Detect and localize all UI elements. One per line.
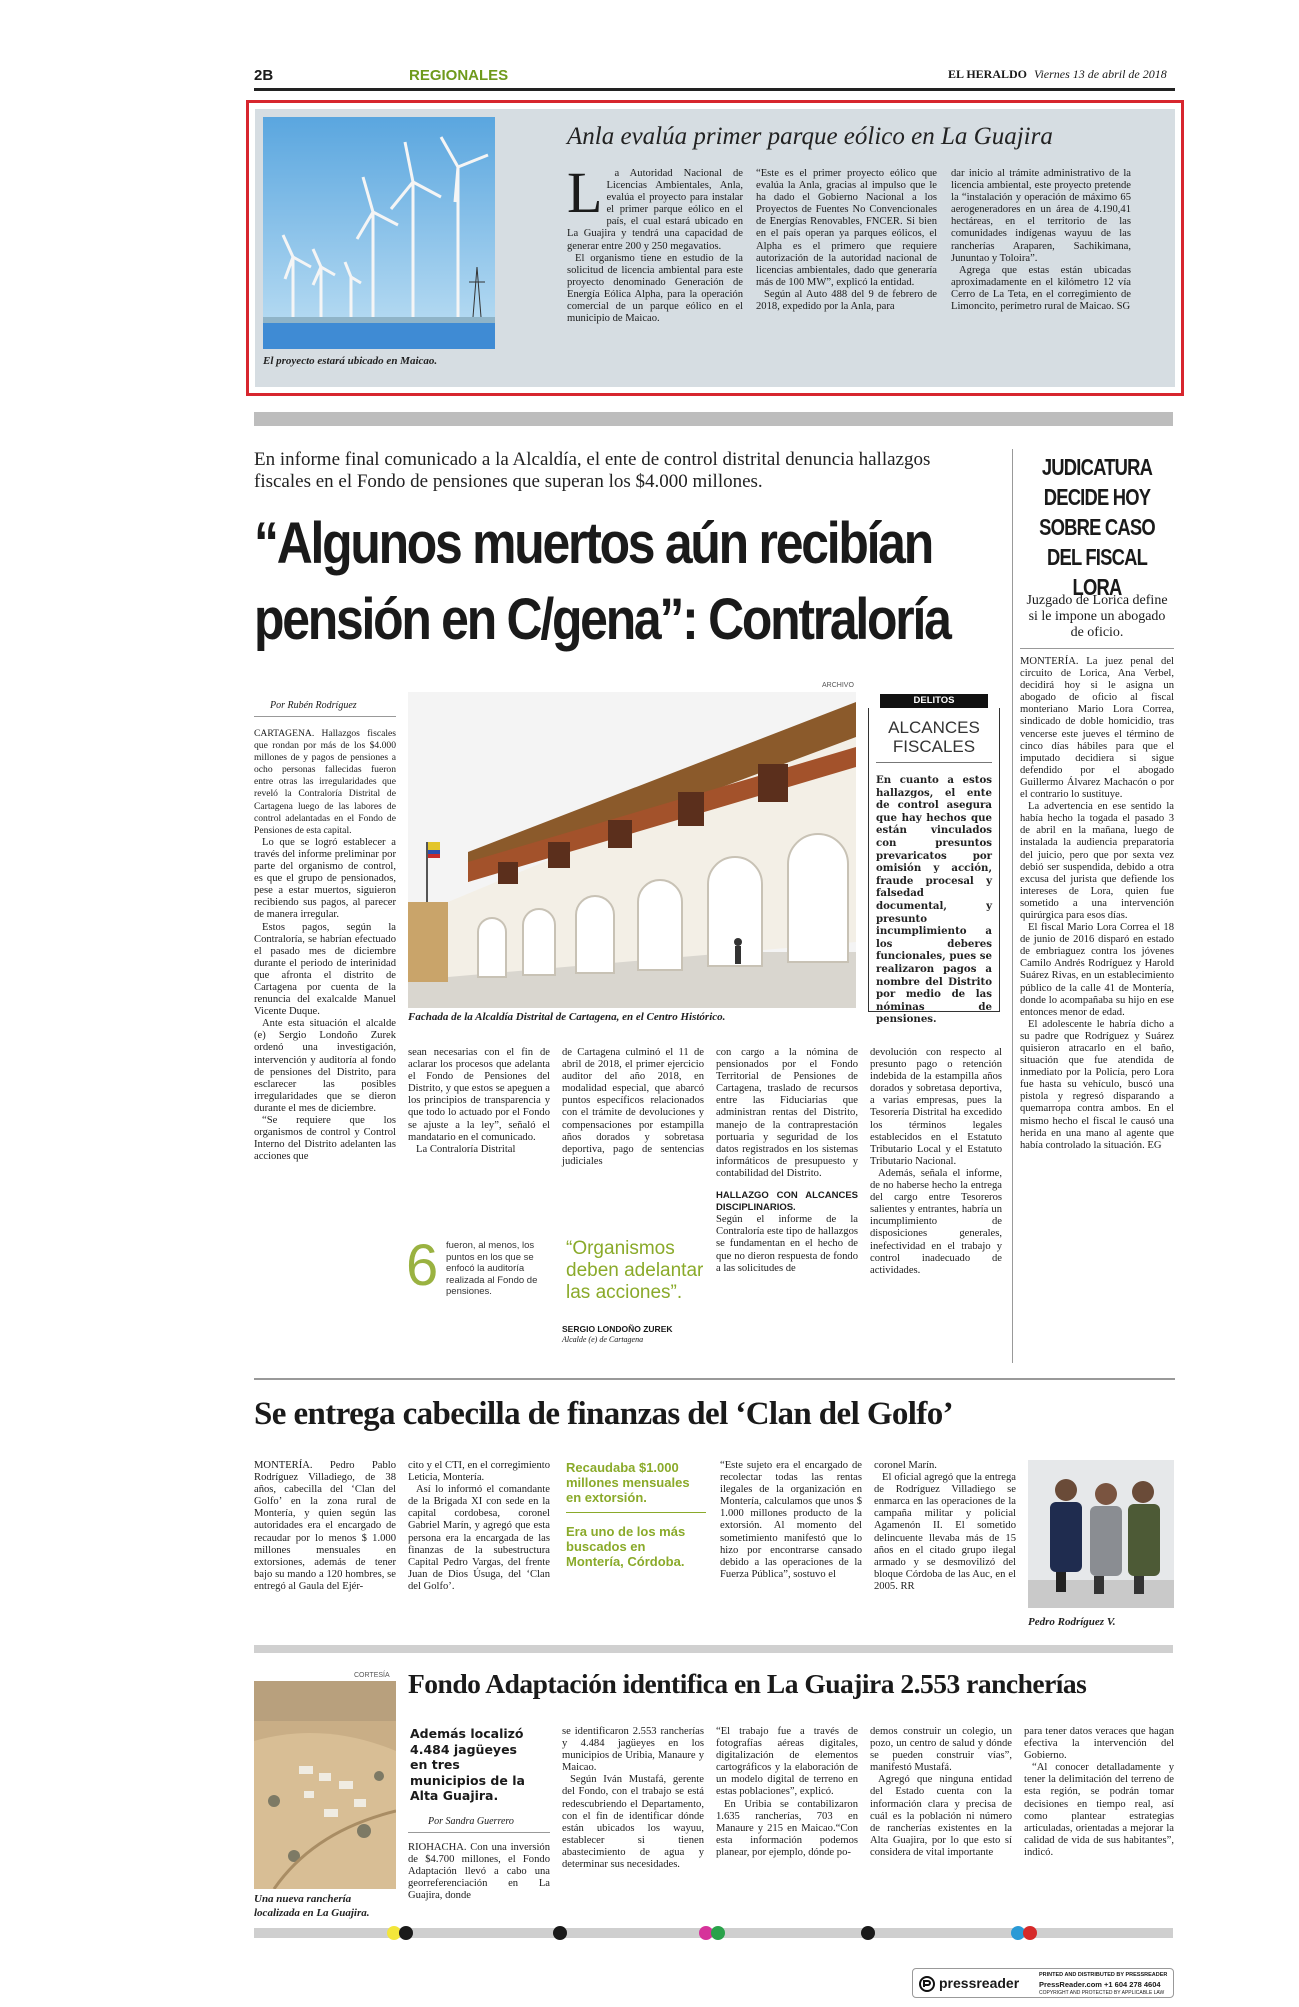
pension-byline: Por Rubén Rodríguez	[270, 700, 357, 711]
clan-headline: Se entrega cabecilla de finanzas del ‘Clan del Golfo’	[254, 1396, 954, 1432]
pension-col-2-p2: La Contraloría Distrital	[416, 1143, 516, 1155]
pension-col-1-p5: “Se requiere que los organismos de control y Control Interno del Distrito adelanten las acciones que	[254, 1115, 396, 1163]
stat-text: fueron, al menos, los puntos en los que se enfocó la auditoría realizada al Fondo de pensiones.	[446, 1240, 538, 1297]
pressreader-line-3: COPYRIGHT AND PROTECTED BY APPLICABLE LAW	[1039, 1990, 1165, 1996]
pension-col-3-p1: de Cartagena culminó el 11 de abril de 2018, el primer ejercicio auditor del año 2018, en modalidad especial, que abarcó puntos específicos relacionados con el trámite de devoluciones y compensaciones por estampilla años dorados y sobretasa deportiva, pago de sentencias judiciales	[562, 1047, 704, 1167]
page-header	[254, 64, 1175, 90]
archive-credit: ARCHIVO	[822, 682, 854, 689]
pension-headline-line-2: pensión en C/gena”: Contraloría	[254, 587, 950, 652]
suspect-caption: Pedro Rodríguez V.	[1028, 1616, 1116, 1628]
quote-role: Alcalde (e) de Cartagena	[562, 1335, 644, 1344]
sidebar-tag: DELITOS	[880, 694, 988, 708]
city-hall-photo	[408, 692, 856, 1008]
judicatura-p2: La advertencia en ese sentido la había hecho la togada el pasado 3 de abril en la mañana, luego de instalada la audiencia preparatoria del juicio, pero que por sexta vez debió ser suspendida, debido a otra excusa del jurista que defiende los intereses de Lora, quien fue sometido a una intervención quirúrgica para esos días.	[1020, 801, 1174, 921]
section-rule-2	[254, 1378, 1175, 1380]
wind-col-2-p1: “Este es el primer proyecto eólico que evalúa la Anla, gracias al impulso que le ha dado el Gobierno Nacional a los Proyectos de Fuentes No Convencionales de Energías Renovables, FNCER. Si bien en el país operan ya parques eólicos, el Alpha es el primero que requiere autorización de la autoridad nacional de licencias ambientales, dado que generaría más de 100 MW”, explicó la entidad.	[756, 168, 937, 288]
pension-kicker: En informe final comunicado a la Alcaldía, el ente de control distrital denuncia hallazgos fiscales en el Fondo de pensiones que superan los $4.000 millones.	[254, 449, 931, 492]
pension-col-1-p2: Lo que se logró establecer a través del informe preliminar por parte del organismo de control, es que el grupo de pensionados, pese a estar muertos, siguieron recibiendo sus pagos, al parecer de manera irregular.	[254, 836, 396, 921]
header-rule	[254, 88, 1175, 91]
pension-col-1-p3: Estos pagos, según la Contraloría, se habrían efectuado el pasado mes de diciembre durante el periodo de interinidad que afronta el distrito de Cartagena por cuenta de la renuncia del exalcalde Manuel Vicente Duque.	[254, 921, 396, 1018]
wind-col-2-p2: Según al Auto 488 del 9 de febrero de 2018, expedido por la Anla, para	[756, 288, 937, 313]
suspect-photo	[1028, 1460, 1174, 1608]
wind-col-1-p2: El organismo tiene en estudio de la solicitud de licencia ambiental para este proyecto denominado Generación de Energía Eólica Alpha, para la operación comercial de un parque eólico en el municipio de Maicao.	[567, 252, 743, 325]
wind-story-title: Anla evalúa primer parque eólico en La Guajira	[567, 123, 1053, 150]
fondo-col-5-p2: “Al conocer detalladamente y tener la delimitación del terreno de esta región, se podrán tomar decisiones en tiempo real, así como plantear estrategias articuladas, orientadas a mejorar la calidad de vida de sus habitantes”, indicó.	[1024, 1762, 1174, 1858]
paper-name: EL HERALDO	[948, 67, 1028, 81]
rancheria-image	[254, 1681, 396, 1889]
wind-photo-caption: El proyecto estará ubicado en Maicao.	[263, 355, 438, 367]
fondo-byline-rule	[408, 1832, 550, 1833]
fondo-col-4-p1: demos construir un colegio, un pozo, un centro de salud y dónde se pueden construir vías”, manifestó Mustafá.	[870, 1726, 1012, 1774]
registration-marks	[254, 1925, 1173, 1941]
quote-author: SERGIO LONDOÑO ZUREK	[562, 1324, 673, 1334]
judicatura-headline: JUDICATURA DECIDE HOY SOBRE CASO DEL FISCAL LORA	[1039, 454, 1155, 600]
wind-park-box	[246, 100, 1184, 396]
clan-col-1	[254, 1460, 396, 1593]
separator-bar-2	[254, 1645, 1173, 1653]
fondo-col-1	[408, 1842, 550, 1902]
judicatura-p1: MONTERÍA. La juez penal del circuito de Lorica, Ana Verbel, decidirá hoy si le asigna un abogado de oficio al fiscal monteriano Mario Lora Correa, sindicado de doble homicidio, tras vencerse este jueves el término de cinco días hábiles para que el imputado decidiera si sigue defendido por el abogado Guillermo Álvarez Machacón o por el contrario lo sustituye.	[1020, 656, 1174, 801]
wind-dropcap: L	[567, 160, 603, 225]
wind-turbines-image	[263, 117, 495, 349]
pension-col-1	[254, 728, 396, 1163]
pull-quote: “Organismos deben adelantar las acciones”.	[566, 1238, 704, 1303]
wind-col-3-p2: Agrega que estas están ubicadas aproximadamente en el kilómetro 12 vía Cerro de La Teta, en el corregimiento de Limoncito, perímetro rural de Maicao. SG	[951, 264, 1131, 313]
rail-divider	[1012, 449, 1013, 1363]
pressreader-line-2: PressReader.com +1 604 278 4604	[1039, 1980, 1161, 1989]
sidebar-title: ALCANCES FISCALES	[888, 718, 980, 756]
section-name: REGIONALES	[409, 67, 509, 84]
fondo-col-2	[562, 1726, 704, 1871]
pension-col-2-p1: sean necesarias con el fin de aclarar los procesos que adelanta el Fondo de Pensiones del Distrito, y que estos se apeguen a los principios de transparencia y que todo lo actuado por el Fondo se ajuste a la ley”, señaló el mandatario en el comunicado.	[408, 1047, 550, 1143]
pension-col-1-p4: Ante esta situación el alcalde (e) Sergio Londoño Zurek ordenó una investigación, intervención y auditoría al fondo de pensiones del Distrito, para esclarecer las posibles irregularidades que se dieron durante el mes de diciembre.	[254, 1018, 396, 1114]
judicatura-deck-rule	[1020, 648, 1174, 649]
wind-col-3	[951, 168, 1131, 313]
fondo-col-3	[716, 1726, 858, 1859]
judicatura-body	[1020, 656, 1174, 1152]
page-number: 2B	[254, 67, 274, 84]
fondo-headline: Fondo Adaptación identifica en La Guajira 2.553 rancherías	[408, 1668, 1087, 1699]
fondo-col-4-p2: Agregó que ninguna entidad del Estado cuenta con la información clara y precisa de cuál es la población ni número de rancherías existentes en la Alta Guajira, por lo que esto sí considera de vital importante	[870, 1774, 1012, 1858]
suspect-image	[1028, 1460, 1174, 1608]
pension-col-4-p2: Según el informe de la Contraloría este tipo de hallazgos se fundamentan en el hecho de que no dieron respuesta de fondo a las solicitudes de	[716, 1214, 858, 1274]
separator-bar-1	[254, 412, 1173, 426]
cortesia-credit: CORTESÍA	[354, 1672, 390, 1679]
clan-col-2-p1: cito y el CTI, en el corregimiento Leticia, Montería.	[408, 1460, 550, 1484]
clan-col-2	[408, 1460, 550, 1593]
judicatura-deck: Juzgado de Lorica define si le impone un abogado de oficio.	[1026, 593, 1168, 640]
pension-col-1-p1: CARTAGENA. Hallazgos fiscales que rondan por más de los $4.000 millones de y pagos de pensiones a ocho personas fallecidas fueron entre otras las irregularidades que reveló la Contraloría Distrital de Cartagena luego de las labores de control adelantadas en el Fondo de Pensiones de esta capital.	[254, 728, 396, 836]
pressreader-logo-icon	[919, 1976, 935, 1992]
rancheria-caption: Una nueva ranchería localizada en La Guajira.	[254, 1893, 370, 1919]
clan-col-4-p1: “Este sujeto era el encargado de recolectar todas las rentas ilegales de la organización en Montería, calculamos que unos $ 1.000 millones producto de la extorsión. Al momento del sometimiento manifestó que lo hizo por encontrarse cansado debido a las operaciones de la Fuerza Pública”, sostuvo el	[720, 1460, 862, 1580]
pension-col-2	[408, 1047, 550, 1156]
wind-col-3-p1: dar inicio al trámite administrativo de la licencia ambiental, este proyecto pretende la “instalación y operación de máximo 65 aerogeneradores en un área de 4.190,41 hectáreas, en el territorio de las comunidades indígenas wayuu de las rancherías Araparen, Sachikimana, Jununtao y Toloira”.	[951, 168, 1131, 264]
pension-headline-line-1: “Algunos muertos aún recibían	[254, 511, 932, 576]
fondo-col-5-p1: para tener datos veraces que hagan efectiva la intervención del Gobierno.	[1024, 1726, 1174, 1762]
pressreader-badge[interactable]	[912, 1968, 1174, 1998]
city-hall-image	[408, 692, 856, 1008]
clan-col-2-p2: Así lo informó el comandante de la Brigada XI con sede en la capital cordobesa, coronel Gabriel Marín, y agregó que esta persona era la encargada de las finanzas de la subestructura Capital Pedro Vargas, del frente Juan de Dios Úsuga, del ‘Clan del Golfo’.	[408, 1484, 550, 1592]
fondo-byline: Por Sandra Guerrero	[428, 1816, 514, 1827]
fondo-col-2-p2: Según Iván Mustafá, gerente del Fondo, con el trabajo se está redescubriendo el Departamento, con el fin de identificar dónde están ubicados los wayuu, establecer si tienen abastecimiento de agua y determinar sus necesidades.	[562, 1774, 704, 1871]
pension-col-4	[716, 1047, 858, 1275]
pension-col-3	[562, 1047, 704, 1168]
fondo-col-4	[870, 1726, 1012, 1859]
judicatura-p3: El fiscal Mario Lora Correa el 18 de junio de 2016 disparó en estado de embriaguez contra los jóvenes Camilo Andrés Rodríguez y Harold Suárez Rivas, en un establecimiento público de la calle 41 de Montería, donde lo acompañaba su hijo en ese entonces menor de edad.	[1020, 922, 1174, 1018]
pension-col-5-p1: devolución con respecto al presunto pago o retención indebida de la estampilla años dorados y sobretasa deportiva, a varias empresas, pues la Tesorería Distrital ha excedido los términos legales establecidos en el Estatuto Tributario Local y el Estatuto Tributario Nacional.	[870, 1047, 1002, 1167]
sidebar-title-rule	[876, 762, 992, 763]
pressreader-line-1: PRINTED AND DISTRIBUTED BY PRESSREADER	[1039, 1972, 1168, 1978]
fondo-col-5	[1024, 1726, 1174, 1859]
fondo-col-2-p1: se identificaron 2.553 rancherías y 4.484 jagüeyes en los municipios de Uribia, Manaure y Maicao.	[562, 1726, 704, 1774]
wind-col-2	[756, 168, 937, 313]
pension-col-4-subhead: HALLAZGO CON ALCANCES DISCIPLINARIOS.	[716, 1190, 858, 1214]
alcances-sidebar	[868, 694, 1000, 1026]
stat-number: 6	[406, 1233, 439, 1298]
pension-col-4-p1: con cargo a la nómina de pensionados por el Fondo Territorial de Pensiones de Cartagena, traslado de recursos entre las Fiduciarias que administran rentas del Distrito, manejo de la contraprestación portuaria y seguridad de los datos registrados en los sistemas informáticos de presupuesto y contabilidad del Distrito.	[716, 1047, 858, 1179]
clan-highlight-rule	[566, 1512, 706, 1513]
byline-rule	[254, 716, 396, 717]
issue-date: Viernes 13 de abril de 2018	[1034, 67, 1167, 81]
rancheria-photo	[254, 1681, 396, 1889]
clan-col-5	[874, 1460, 1016, 1593]
wind-col-1-p1: a Autoridad Nacional de Licencias Ambientales, Anla, evalúa el proyecto para instalar el primer parque eólico en el país, el cual estará ubicado en La Guajira y tendrá una capacidad de generar entre 200 y 250 megavatios.	[567, 168, 743, 252]
clan-col-5-p1: coronel Marín.	[874, 1460, 937, 1471]
pension-col-5-p2: Además, señala el informe, de no haberse hecho la entrega del cargo entre Tesoreros salientes y entrantes, habría un incumplimiento de disposiciones generales, inefectividad en el trabajo y control inadecuado de actividades.	[870, 1167, 1002, 1276]
clan-highlight-2: Era uno de los más buscados en Montería, Córdoba.	[566, 1524, 686, 1569]
fondo-col-3-p2: En Uribia se contabilizaron 1.635 rancherías, 703 en Manaure y 215 en Maicao.“Con esta información podemos planear, por ejemplo, dónde po-	[716, 1798, 858, 1858]
pressreader-brand: pressreader	[939, 1975, 1020, 1991]
judicatura-p4: El adolescente le habría dicho a su padre que Rodríguez y Suárez quisieron atracarlo en el baño, situación que fue atendida de inmediato por la Policía, pero Lora fue hasta su vehículo, buscó una pistola y regresó disparando a quemarropa contra ambos. En el mismo hecho el fiscal le causó una herida en una mano al agente que había controlado la situación. EG	[1020, 1018, 1174, 1151]
clan-col-4	[720, 1460, 862, 1581]
clan-highlight-1: Recaudaba $1.000 millones mensuales en extorsión.	[566, 1460, 690, 1505]
fondo-col-3-p1: “El trabajo fue a través de fotografías aéreas digitales, digitalización de elementos cartográficos y la elaboración de un modelo digital de terreno en estas poblaciones”, explicó.	[716, 1726, 858, 1798]
fondo-col-1-p1: RIOHACHA. Con una inversión de $4.700 millones, el Fondo Adaptación llevó a cabo una georreferenciación en La Guajira, donde	[408, 1842, 550, 1902]
sidebar-text: En cuanto a estos hallazgos, el ente de control asegura que hay hechos que están vinculados con presuntos prevaricatos por omisión y acción, fraude procesal y falsedad documental, y presunto incumplimiento a los deberes funcionales, pues se realizaron pagos a nombre del Distrito por medio de las nóminas de pensiones.	[876, 774, 992, 1026]
wind-turbines-photo	[263, 117, 495, 349]
city-hall-caption: Fachada de la Alcaldía Distrital de Cartagena, en el Centro Histórico.	[408, 1011, 726, 1023]
wind-col-1	[567, 160, 743, 325]
clan-col-5-p2: El oficial agregó que la entrega de Rodríguez Villadiego se enmarca en las operaciones de la campaña militar y policial Agamenón II. El sometido delincuente llevaba más de 15 años en el citado grupo ilegal armado y se desmovilizó del bloque Córdoba de las Auc, en el 2005. RR	[874, 1472, 1016, 1592]
fondo-deck: Además localizó 4.484 jagüeyes en tres municipios de la Alta Guajira.	[410, 1726, 525, 1803]
clan-col-1-p1: MONTERÍA. Pedro Pablo Rodríguez Villadiego, de 38 años, cabecilla del ‘Clan del Golfo’ en la zona rural de Montería, y quien según las autoridades era el encargado de recaudar por lo menos $ 1.000 millones mensuales en extorsiones, además de tener bajo su mando a 120 hombres, se entregó al Gaula del Ejér-	[254, 1460, 396, 1592]
pension-col-5	[870, 1047, 1002, 1277]
